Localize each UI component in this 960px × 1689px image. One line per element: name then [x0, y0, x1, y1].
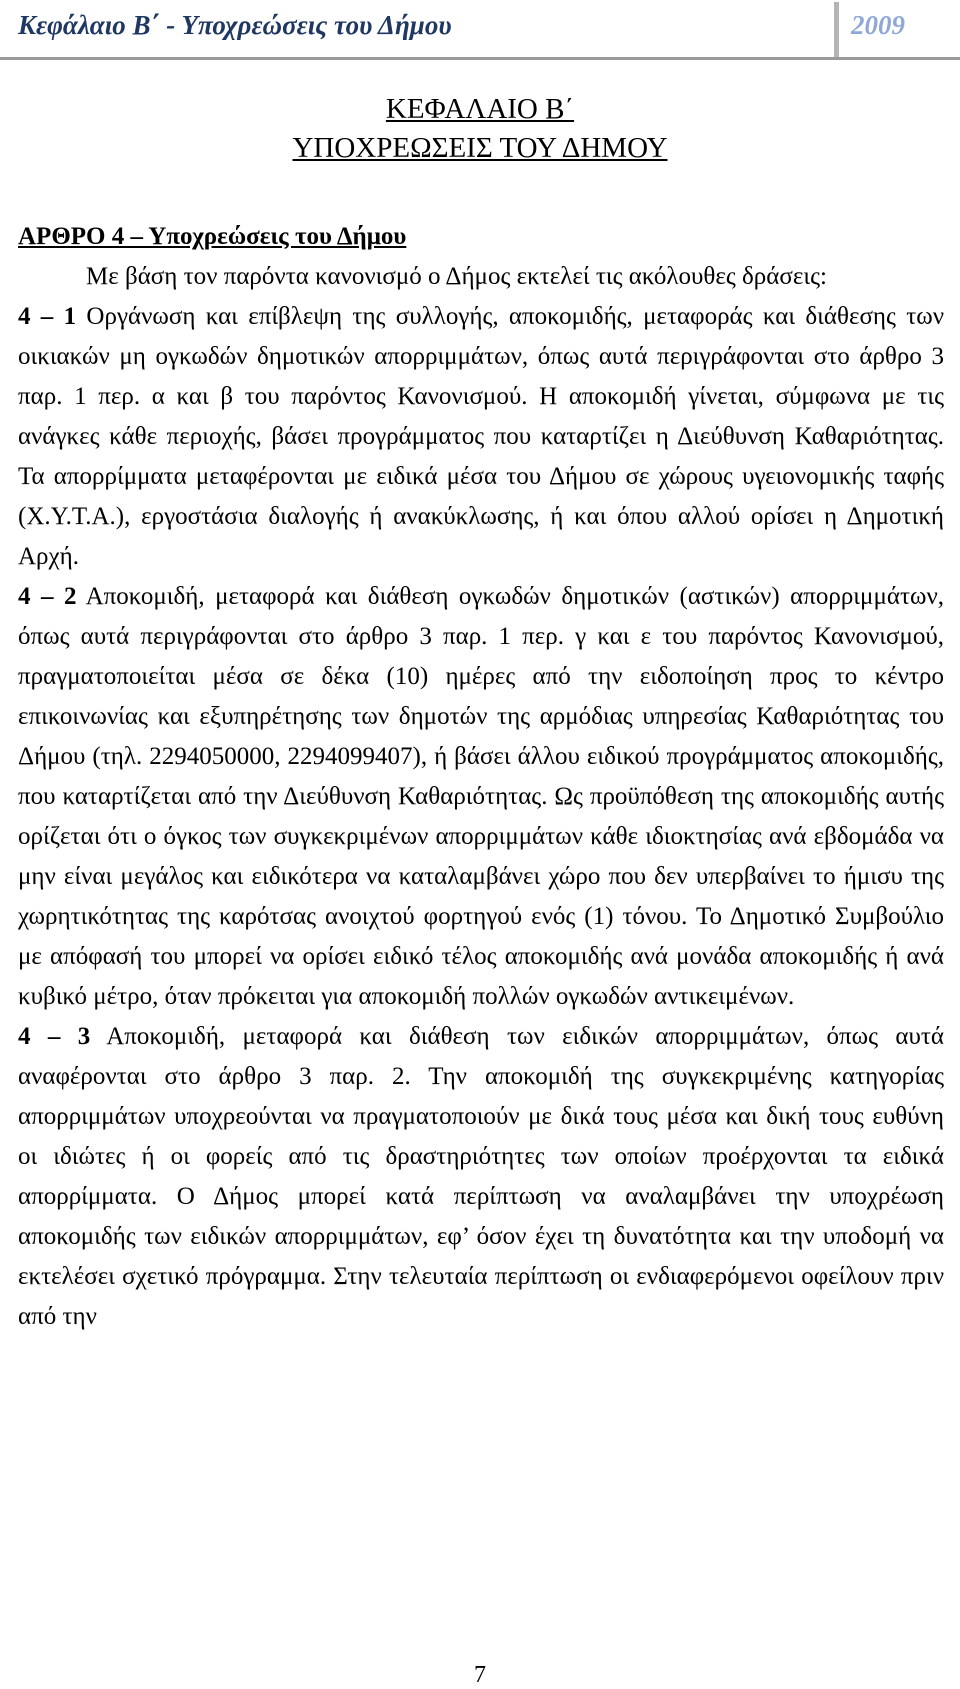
article-item [18, 577, 944, 1017]
item-text: Αποκομιδή, μεταφορά και διάθεση των ειδικών απορριμμάτων, όπως αυτά αναφέρονται στο άρθρο 3 παρ. 2. Την αποκομιδή της συγκεκριμένης κατηγορίας απορριμμάτων υποχρεούνται να πραγματοποιούν με δικά τους μέσα και δική τους ευθύνη οι ιδιώτες ή οι φορείς από τις δραστηριότητες των οποίων προέρχονται τα ειδικά απορρίμματα. Ο Δήμος μπορεί κατά περίπτωση να αναλαμβάνει την υποχρέωση αποκομιδής των ειδικών απορριμμάτων, εφ’ όσον έχει τη δυνατότητα και την υποδομή να εκτελέσει σχετικό πρόγραμμα. Στην τελευταία περίπτωση οι ενδιαφερόμενοι οφείλουν πριν από την [18, 1023, 944, 1330]
item-text: Οργάνωση και επίβλεψη της συλλογής, αποκομιδής, μεταφοράς και διάθεσης των οικιακών μη ογκωδών δημοτικών απορριμμάτων, όπως αυτά περιγράφονται στο άρθρο 3 παρ. 1 περ. α και β του παρόντος Κανονισμού. Η αποκομιδή γίνεται, σύμφωνα με τις ανάγκες κάθε περιοχής, βάσει προγράμματος που καταρτίζει η Διεύθυνση Καθαριότητας. Τα απορρίμματα μεταφέρονται με ειδικά μέσα του Δήμου σε χώρους υγειονομικής ταφής (Χ.Υ.Τ.Α.), εργοστάσια διαλογής ή ανακύκλωσης, ή και όπου αλλού ορίσει η Δημοτική Αρχή. [18, 303, 944, 570]
item-number: 4 – 2 [18, 583, 77, 610]
chapter-subtitle: ΥΠΟΧΡΕΩΣΕΙΣ ΤΟΥ ΔΗΜΟΥ [292, 132, 668, 164]
header-year: 2009 [851, 10, 905, 40]
chapter-title: ΚΕΦΑΛΑΙΟ Β΄ [385, 93, 575, 125]
header-separator [834, 2, 839, 58]
page-number: 7 [474, 1662, 486, 1688]
article-item [18, 1017, 944, 1337]
article-title: ΑΡΘΡΟ 4 – Υποχρεώσεις του Δήμου [18, 223, 407, 250]
item-number: 4 – 1 [18, 303, 77, 330]
running-header [0, 0, 960, 58]
article-intro: Με βάση τον παρόντα κανονισμό ο Δήμος εκτελεί τις ακόλουθες δράσεις: [86, 263, 827, 290]
document-body [18, 217, 944, 1337]
article-item [18, 297, 944, 577]
header-rule [0, 57, 960, 60]
item-text: Αποκομιδή, μεταφορά και διάθεση ογκωδών δημοτικών (αστικών) απορριμμάτων, όπως αυτά περιγράφονται στο άρθρο 3 παρ. 1 περ. γ και ε του παρόντος Κανονισμού, πραγματοποιείται μέσα σε δέκα (10) ημέρες από την ειδοποίηση προς το κέντρο επικοινωνίας και εξυπηρέτησης των δημοτών της αρμόδιας υπηρεσίας Καθαριότητας του Δήμου (τηλ. 2294050000, 2294099407), ή βάσει άλλου ειδικού προγράμματος αποκομιδής, που καταρτίζεται από την Διεύθυνση Καθαριότητας. Ως προϋπόθεση της αποκομιδής αυτής ορίζεται ότι ο όγκος των συγκεκριμένων απορριμμάτων κάθε ιδιοκτησίας ανά εβδομάδα να μην είναι μεγάλος και ειδικότερα να καταλαμβάνει χώρο που δεν υπερβαίνει το ήμισυ της χωρητικότητας της καρότσας ανοιχτού φορτηγού ενός (1) τόνου. Το Δημοτικό Συμβούλιο με απόφασή του μπορεί να ορίσει ειδικό τέλος αποκομιδής ανά μονάδα αποκομιδής ή ανά κυβικό μέτρο, όταν πρόκειται για αποκομιδή πολλών ογκωδών αντικειμένων. [18, 583, 944, 1010]
header-title: Κεφάλαιο Β΄ - Υποχρεώσεις του Δήμου [18, 10, 452, 40]
item-number: 4 – 3 [18, 1023, 91, 1050]
